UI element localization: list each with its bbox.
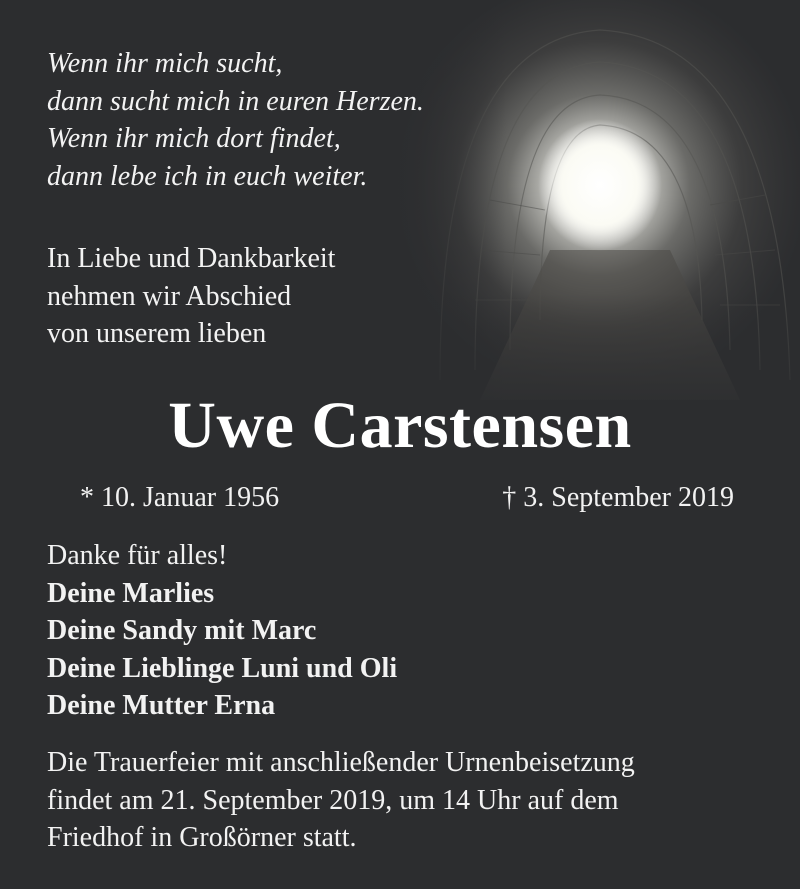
mourner-line: Deine Marlies bbox=[47, 577, 215, 609]
deceased-name: Uwe Carstensen bbox=[168, 389, 632, 462]
service-line: Friedhof in Großörner statt. bbox=[47, 822, 357, 853]
poem-line: dann lebe ich in euch weiter. bbox=[47, 160, 368, 192]
intro-text bbox=[47, 240, 335, 353]
mourner-line: Deine Mutter Erna bbox=[47, 690, 276, 721]
mourner-line: Deine Lieblinge Luni und Oli bbox=[47, 652, 398, 684]
thanks-opening: Danke für alles! bbox=[47, 540, 228, 571]
intro-line: von unserem lieben bbox=[47, 318, 267, 349]
tunnel-light-icon bbox=[380, 0, 800, 420]
birth-date: * 10. Januar 1956 bbox=[80, 482, 280, 513]
service-line: findet am 21. September 2019, um 14 Uhr auf dem bbox=[47, 784, 619, 816]
thanks-block bbox=[47, 537, 397, 725]
poem-line: Wenn ihr mich dort findet, bbox=[47, 123, 341, 154]
poem-line: dann sucht mich in euren Herzen. bbox=[47, 85, 424, 117]
service-info bbox=[47, 744, 635, 857]
death-date: † 3. September 2019 bbox=[502, 482, 734, 513]
mourner-line: Deine Sandy mit Marc bbox=[47, 615, 317, 646]
intro-line: In Liebe und Dankbarkeit bbox=[47, 243, 336, 274]
poem bbox=[47, 45, 424, 195]
service-line: Die Trauerfeier mit anschließender Urnenbeisetzung bbox=[47, 747, 635, 778]
intro-line: nehmen wir Abschied bbox=[47, 280, 292, 312]
poem-line: Wenn ihr mich sucht, bbox=[47, 48, 283, 79]
